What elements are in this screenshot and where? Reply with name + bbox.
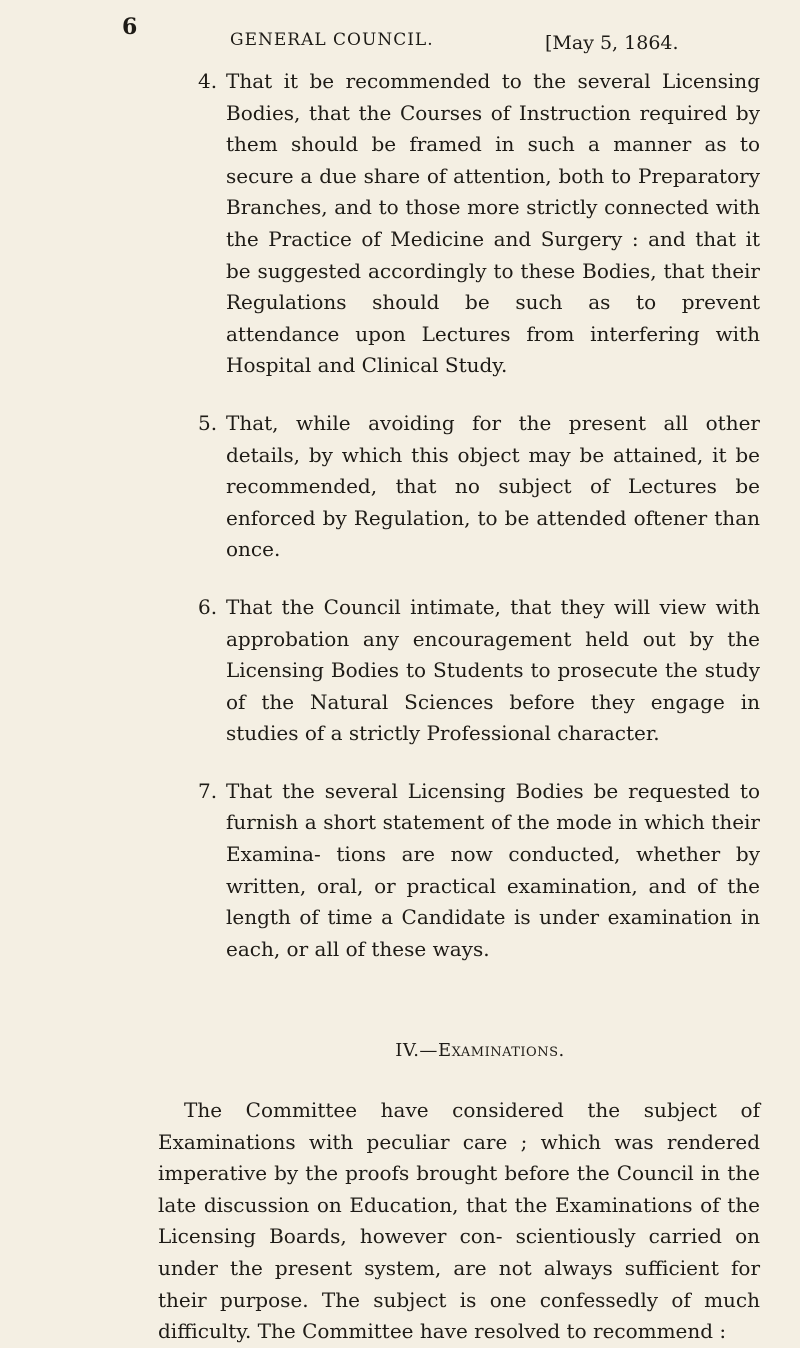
item-text: That it be recommended to the several Licensing Bodies, that the Courses of Instruction required by them should be framed in such a manner as to secure a due share of attention, both to Preparatory Branches, and to those more strictly connected with the Practice of Medicine and Surgery : and that it be suggested accordingly to these Bodies, that their Regulations should be such as to prevent attendance upon Lectures from interfering with Hospital and Clinical Study. xyxy=(226,69,760,378)
item-number: 4. xyxy=(198,69,218,93)
running-title: GENERAL COUNCIL. xyxy=(230,30,434,50)
running-date: [May 5, 1864. xyxy=(545,32,679,54)
item-number: 6. xyxy=(198,594,218,619)
item-text: That the Council intimate, that they will view with approbation any encouragement held out by the Licensing Bodies to Students to prosecute the study of the Natural Sciences before they engage in studies of a strictly Professional character. xyxy=(226,594,760,746)
resolution-item-5 xyxy=(200,408,760,566)
body-paragraph: The Committee have considered the subject of Examinations with peculiar care ; which was rendered imperative by the proofs brought before the Council in the late discussion on Education, that the Examinations of the Licensing Boards, however con- scientiously carried on under the present system, are not always sufficient for their purpose. The subject is one confessedly of much difficulty. The Committee have resolved to recommend : xyxy=(158,1098,760,1344)
page-number: 6 xyxy=(122,14,138,40)
item-text: That the several Licensing Bodies be requested to furnish a short statement of the mode in which their Examina- tions are now conducted, whether by written, oral, or practical examination, and of the length of time a Candidate is under examination in each, or all of these ways. xyxy=(226,778,760,961)
document-body xyxy=(158,66,760,1348)
resolution-item-4 xyxy=(200,66,760,382)
item-number: 5. xyxy=(198,410,218,435)
section-title: Examinations. xyxy=(437,1040,565,1062)
item-number: 7. xyxy=(198,778,218,803)
section-heading xyxy=(200,1035,760,1067)
item-text: That, while avoiding for the present all other details, by which this object may be attained, it be recommended, that no subject of Lectures be enforced by Regulation, to be attended oftener than once. xyxy=(226,410,760,562)
resolution-item-6 xyxy=(200,592,760,750)
resolution-item-7 xyxy=(200,776,760,966)
section-number: IV.— xyxy=(395,1040,438,1062)
